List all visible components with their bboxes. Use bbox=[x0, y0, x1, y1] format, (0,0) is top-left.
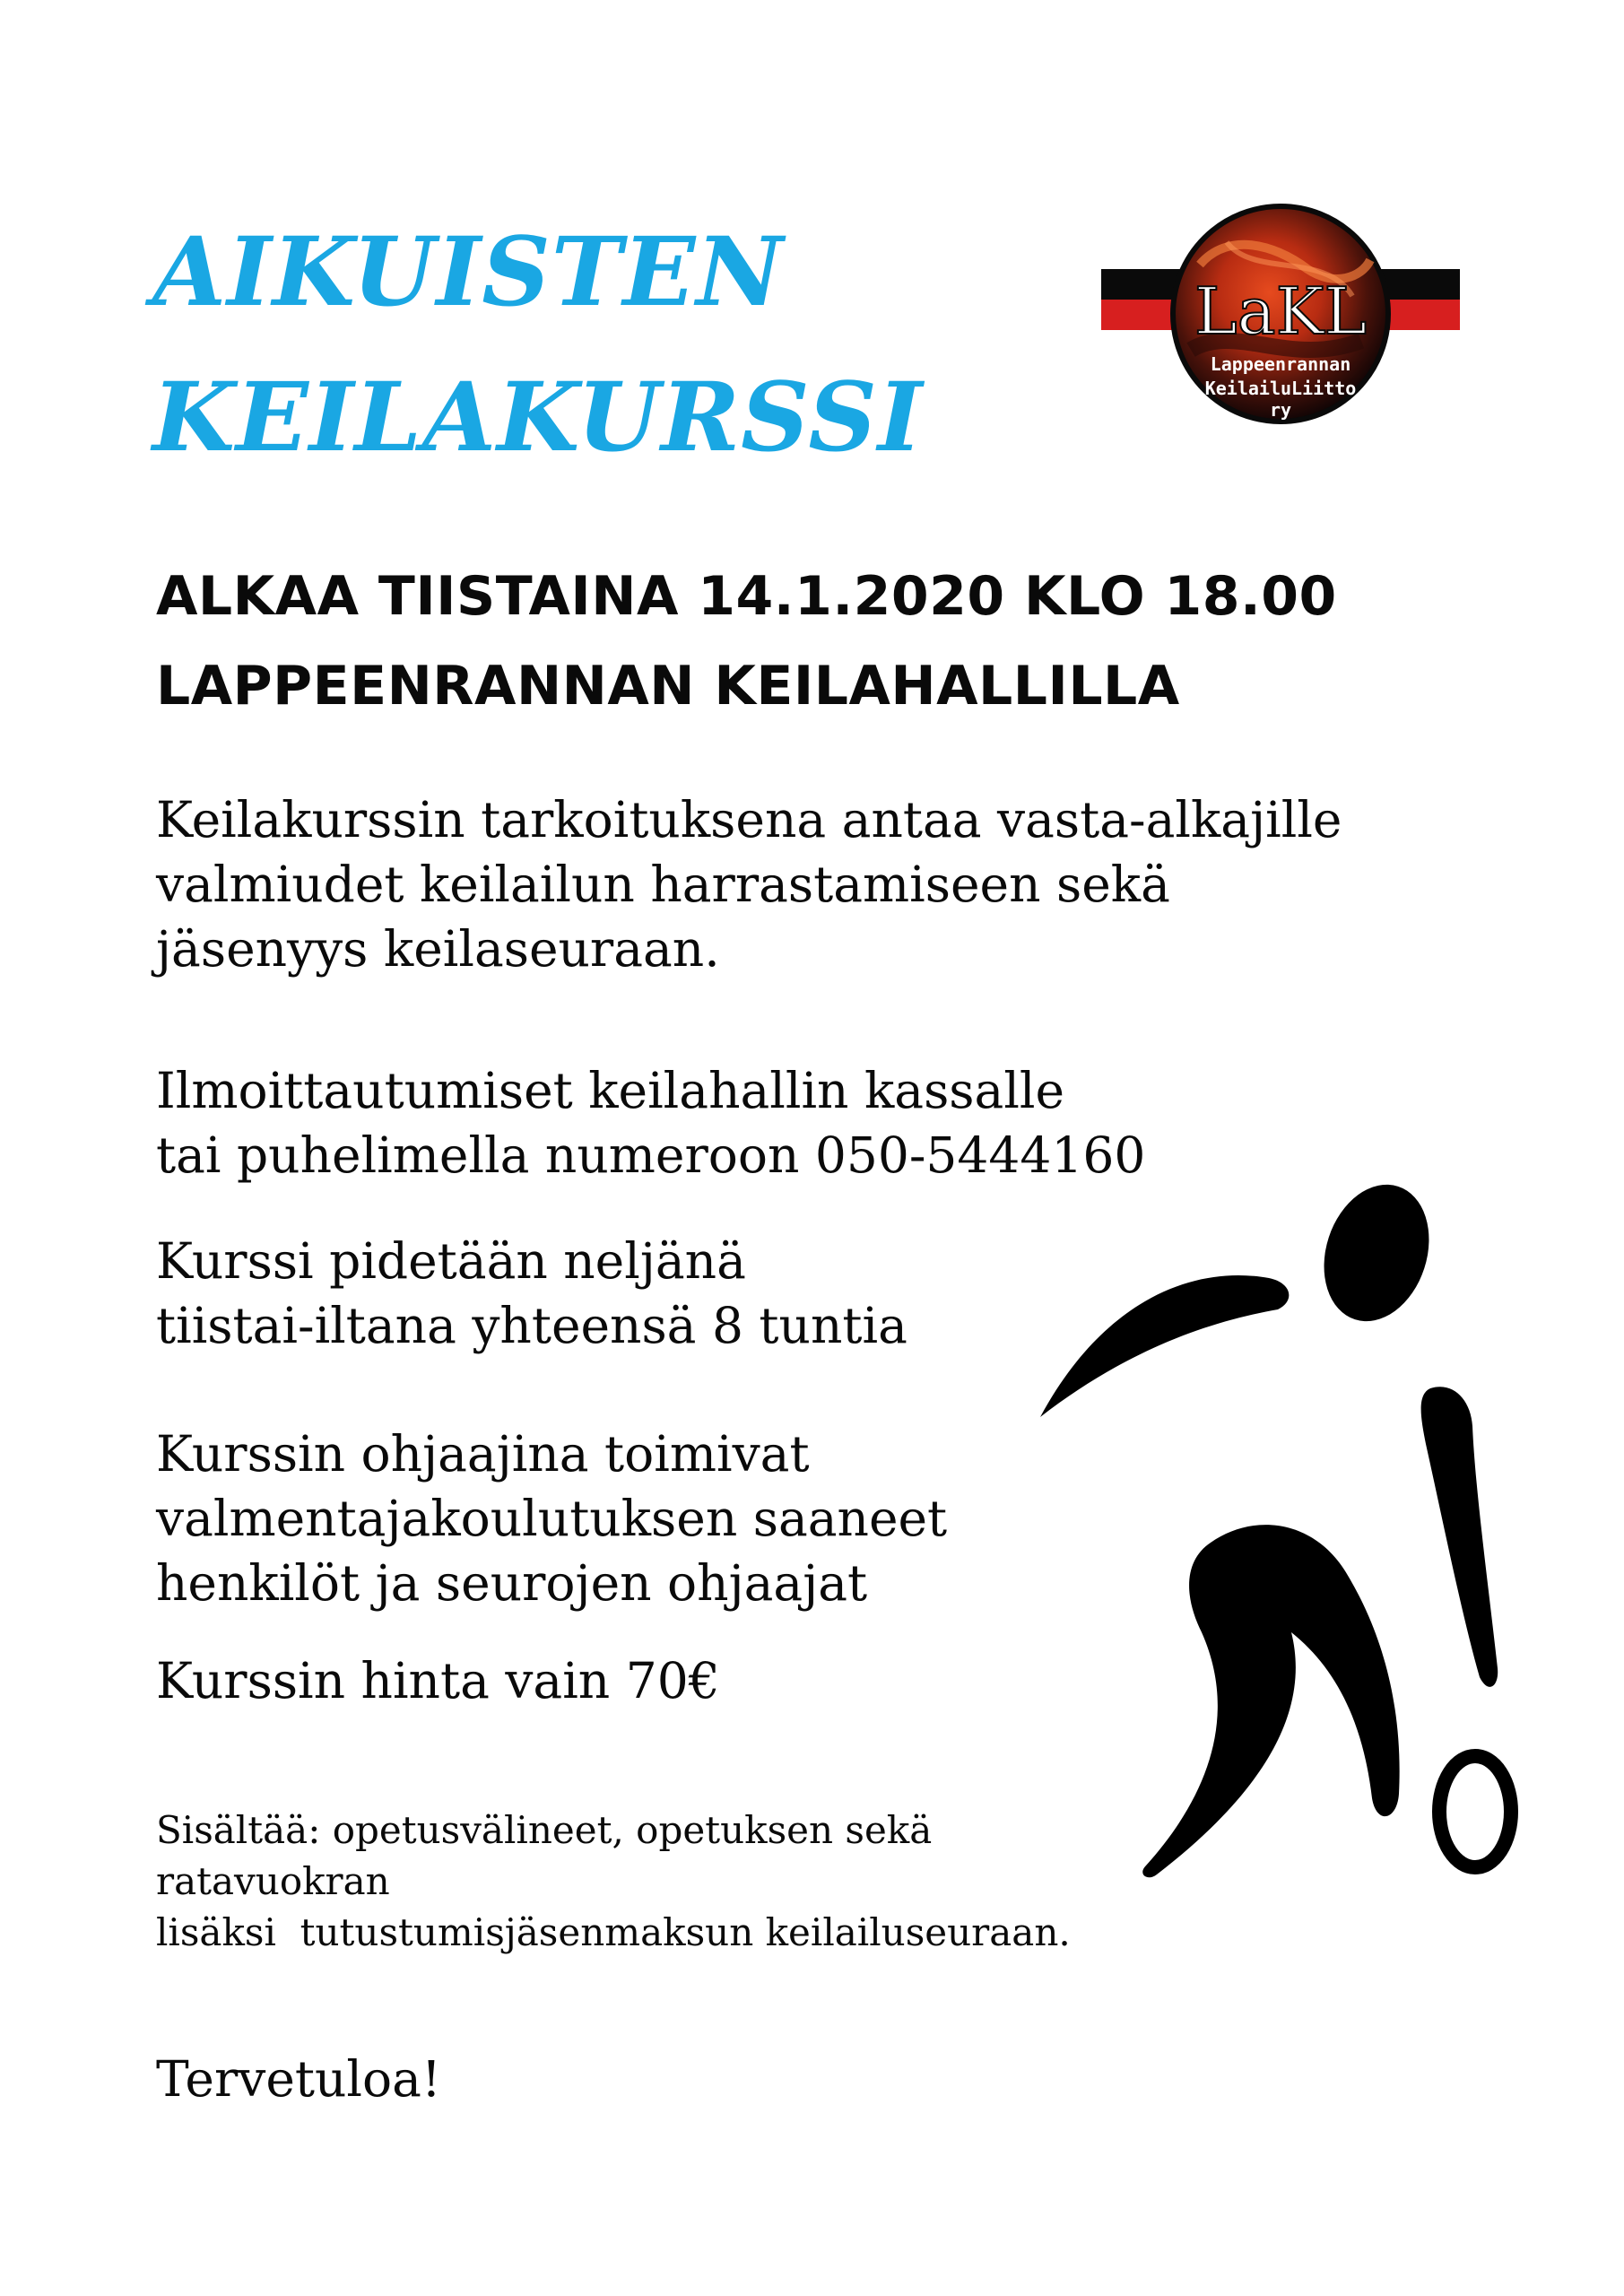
text-line: tai puhelimella numeroon 050-5444160 bbox=[156, 1126, 1146, 1184]
purpose-paragraph bbox=[156, 787, 1342, 981]
text-line: Kurssi pidetään neljänä bbox=[156, 1232, 746, 1290]
registration-paragraph bbox=[156, 1058, 1145, 1187]
bowler-pictogram-icon bbox=[1022, 1166, 1560, 1928]
event-location: LAPPEENRANNAN KEILAHALLILLA bbox=[156, 655, 1180, 718]
event-date-time: ALKAA TIISTAINA 14.1.2020 KLO 18.00 bbox=[156, 565, 1337, 628]
includes-paragraph bbox=[156, 1805, 1071, 1958]
text-line: valmiudet keilailun harrastamiseen sekä bbox=[156, 856, 1170, 913]
text-line: ratavuokran bbox=[156, 1859, 390, 1903]
price-text: Kurssin hinta vain 70€ bbox=[156, 1652, 720, 1709]
title-line-2: KEILAKURSSI bbox=[152, 361, 924, 473]
logo-line-1: Lappeenrannan bbox=[1210, 353, 1351, 375]
text-line: jäsenyys keilaseuraan. bbox=[156, 920, 720, 978]
logo-line-3: ry bbox=[1269, 399, 1292, 421]
logo-main-text: LaKL bbox=[1194, 274, 1368, 349]
event-info bbox=[156, 552, 1337, 731]
text-line: henkilöt ja seurojen ohjaajat bbox=[156, 1554, 868, 1612]
logo-line-2: KeilailuLiitto bbox=[1204, 378, 1357, 399]
bowling-ball-logo-icon bbox=[1101, 179, 1460, 448]
text-line: lisäksi tutustumisjäsenmaksun keilailuseuraan. bbox=[156, 1910, 1071, 1954]
title-line-1: AIKUISTEN bbox=[152, 215, 785, 327]
text-line: valmentajakoulutuksen saaneet bbox=[156, 1490, 948, 1547]
instructors-paragraph bbox=[156, 1422, 947, 1615]
text-line: Ilmoittautumiset keilahallin kassalle bbox=[156, 1062, 1065, 1119]
page-title bbox=[152, 199, 924, 490]
welcome-text: Tervetuloa! bbox=[156, 2050, 441, 2108]
text-line: Keilakurssin tarkoituksena antaa vasta-alkajille bbox=[156, 791, 1342, 848]
schedule-paragraph bbox=[156, 1229, 908, 1358]
text-line: tiistai-iltana yhteensä 8 tuntia bbox=[156, 1297, 908, 1354]
text-line: Sisältää: opetusvälineet, opetuksen sekä bbox=[156, 1808, 933, 1852]
text-line: Kurssin ohjaajina toimivat bbox=[156, 1425, 810, 1483]
